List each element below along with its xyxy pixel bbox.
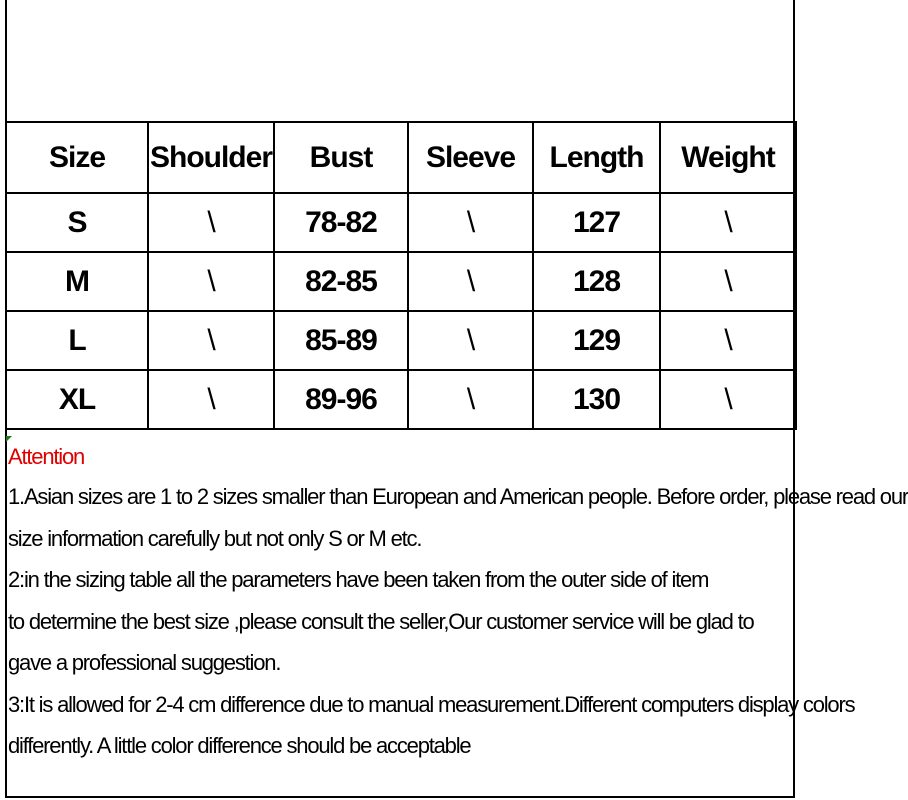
table-row bbox=[6, 311, 796, 370]
header-shoulder: Shoulder bbox=[148, 122, 274, 193]
header-bust: Bust bbox=[274, 122, 408, 193]
note-line: 2:in the sizing table all the parameters have been taken from the outer side of item bbox=[8, 567, 709, 592]
header-length: Length bbox=[533, 122, 660, 193]
header-weight: Weight bbox=[660, 122, 796, 193]
attention-notes bbox=[8, 438, 908, 767]
cell-length: 129 bbox=[533, 311, 660, 370]
cell-size: L bbox=[6, 311, 148, 370]
cell-length: 128 bbox=[533, 252, 660, 311]
table-row bbox=[6, 193, 796, 252]
cell-weight: \ bbox=[660, 311, 796, 370]
attention-title: Attention bbox=[8, 444, 85, 469]
cell-shoulder: \ bbox=[148, 193, 274, 252]
cell-shoulder: \ bbox=[148, 252, 274, 311]
cell-bust: 89-96 bbox=[274, 370, 408, 429]
cell-size: XL bbox=[6, 370, 148, 429]
table-header-row bbox=[6, 122, 796, 193]
cell-weight: \ bbox=[660, 252, 796, 311]
header-sleeve: Sleeve bbox=[408, 122, 533, 193]
cell-bust: 82-85 bbox=[274, 252, 408, 311]
cell-sleeve: \ bbox=[408, 193, 533, 252]
cell-size: S bbox=[6, 193, 148, 252]
note-line: to determine the best size ,please consult the seller,Our customer service will be glad to bbox=[8, 608, 754, 634]
note-line: 3:It is allowed for 2-4 cm difference due to manual measurement.Different computers display colors bbox=[8, 691, 855, 717]
cell-bust: 85-89 bbox=[274, 311, 408, 370]
cell-shoulder: \ bbox=[148, 370, 274, 429]
cell-sleeve: \ bbox=[408, 370, 533, 429]
size-chart-table bbox=[5, 121, 797, 430]
cell-shoulder: \ bbox=[148, 311, 274, 370]
table-row bbox=[6, 252, 796, 311]
note-line: size information carefully but not only S or M etc. bbox=[8, 525, 422, 551]
cell-weight: \ bbox=[660, 193, 796, 252]
note-line: 1.Asian sizes are 1 to 2 sizes smaller than European and American people. Before order, please read our bbox=[8, 484, 908, 509]
cell-weight: \ bbox=[660, 370, 796, 429]
cell-size: M bbox=[6, 252, 148, 311]
note-line: differently. A little color difference should be acceptable bbox=[8, 733, 471, 758]
cell-sleeve: \ bbox=[408, 311, 533, 370]
cell-length: 130 bbox=[533, 370, 660, 429]
cell-sleeve: \ bbox=[408, 252, 533, 311]
note-line: gave a professional suggestion. bbox=[8, 650, 281, 675]
header-size: Size bbox=[6, 122, 148, 193]
cell-length: 127 bbox=[533, 193, 660, 252]
table-row bbox=[6, 370, 796, 429]
cell-bust: 78-82 bbox=[274, 193, 408, 252]
